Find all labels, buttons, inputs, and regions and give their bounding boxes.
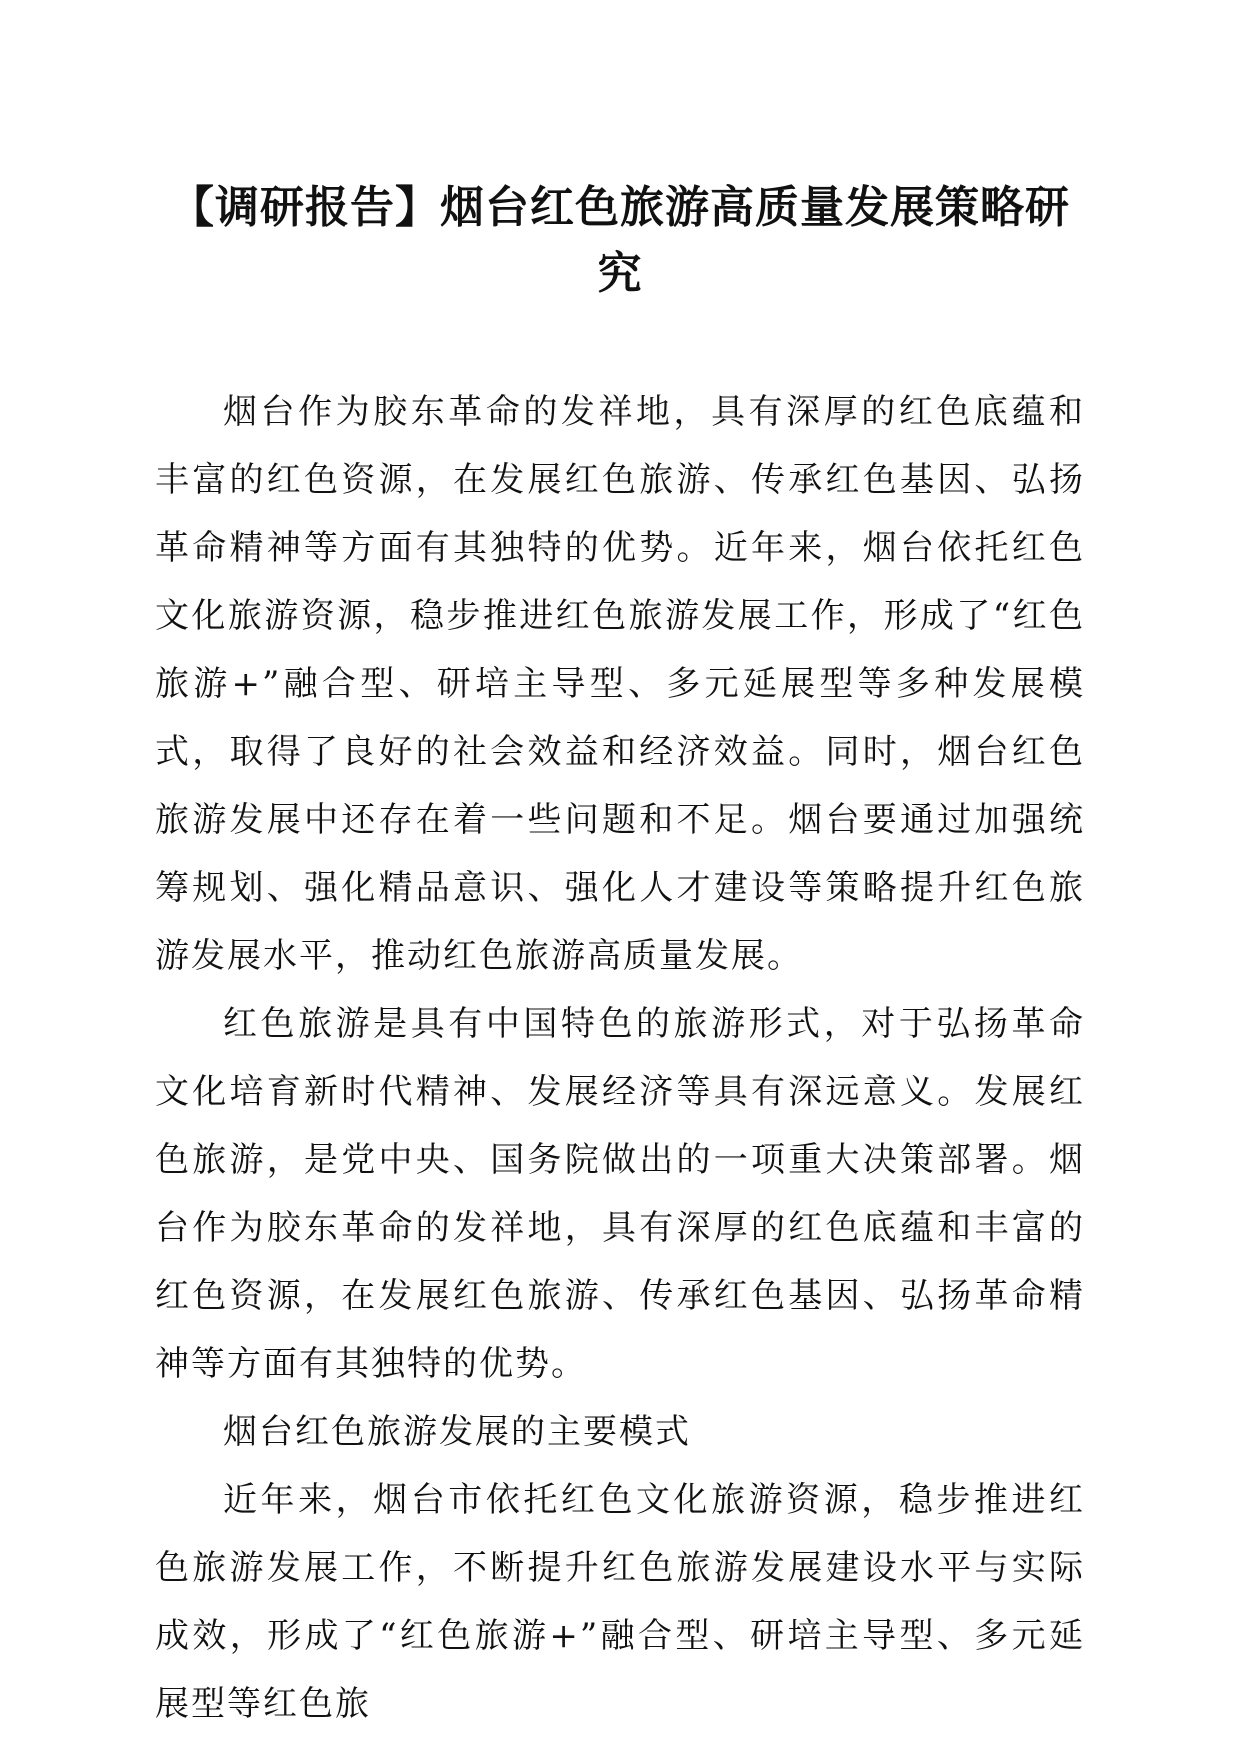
- paragraph-background: 红色旅游是具有中国特色的旅游形式，对于弘扬革命文化培育新时代精神、发展经济等具有深远意义。发展红色旅游，是党中央、国务院做出的一项重大决策部署。烟台作为胶东革命的发祥地，具有深厚的红色底蕴和丰富的红色资源，在发展红色旅游、传承红色基因、弘扬革命精神等方面有其独特的优势。: [155, 1004, 1085, 1384]
- document-body: [155, 378, 1085, 1738]
- paragraph-modes: 近年来，烟台市依托红色文化旅游资源，稳步推进红色旅游发展工作，不断提升红色旅游发展建设水平与实际成效，形成了“红色旅游+”融合型、研培主导型、多元延展型等红色旅: [155, 1480, 1085, 1724]
- paragraph-intro: 烟台作为胶东革命的发祥地，具有深厚的红色底蕴和丰富的红色资源，在发展红色旅游、传承红色基因、弘扬革命精神等方面有其独特的优势。近年来，烟台依托红色文化旅游资源，稳步推进红色旅游发展工作，形成了“红色旅游+”融合型、研培主导型、多元延展型等多种发展模式，取得了良好的社会效益和经济效益。同时，烟台红色旅游发展中还存在着一些问题和不足。烟台要通过加强统筹规划、强化精品意识、强化人才建设等策略提升红色旅游发展水平，推动红色旅游高质量发展。: [155, 392, 1085, 976]
- document-title: 【调研报告】烟台红色旅游高质量发展策略研究: [170, 182, 1070, 299]
- section-heading: 烟台红色旅游发展的主要模式: [223, 1412, 691, 1452]
